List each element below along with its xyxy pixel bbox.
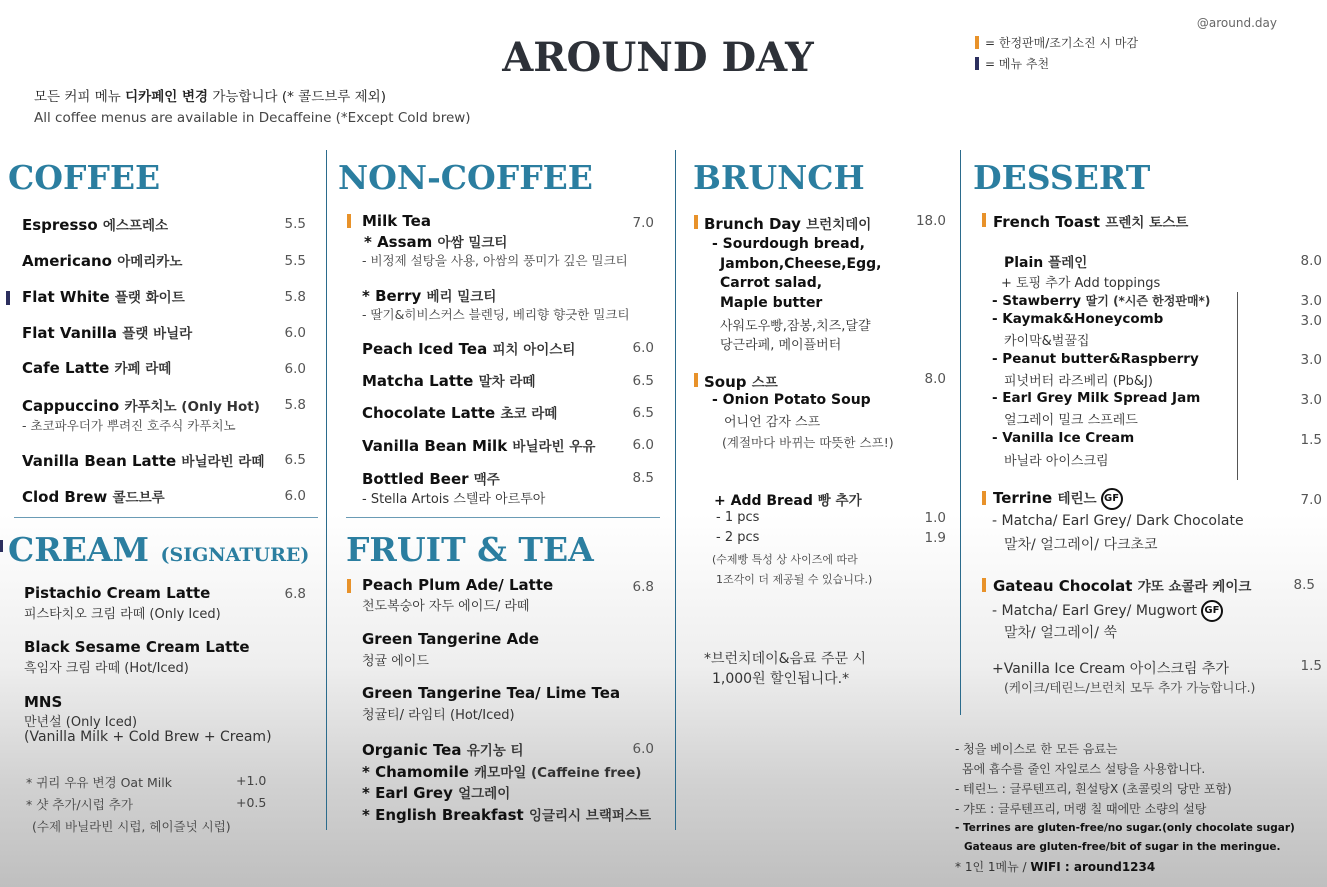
- price: 5.8: [284, 289, 306, 305]
- price: 5.8: [284, 397, 306, 413]
- section-divider: [14, 517, 318, 518]
- gluten-free-icon: GF: [1201, 600, 1223, 622]
- menu-item-organic-tea: Organic Tea 유기농 티: [362, 741, 524, 759]
- bread-note: 1조각이 더 제공될 수 있습니다.): [716, 573, 873, 586]
- item-korean-name: 청귤티/ 라임티 (Hot/Iced): [362, 708, 515, 723]
- menu-item-plain: Plain 플레인: [1004, 255, 1088, 271]
- price: 6.8: [284, 586, 306, 602]
- legend-recommended: = 메뉴 추천: [975, 55, 1049, 72]
- price: 5.5: [284, 253, 306, 269]
- item-korean-name: 천도복숭아 자두 에이드/ 라떼: [362, 599, 530, 614]
- limited-marker-icon: [982, 491, 986, 505]
- menu-item-bottled-beer: Bottled Beer 맥주: [362, 470, 500, 488]
- bread-option: - 1 pcs: [716, 510, 760, 525]
- brunch-korean-line: 당근라페, 메이플버터: [720, 338, 842, 353]
- gluten-free-icon: GF: [1101, 488, 1123, 510]
- extra-price: +0.5: [236, 795, 267, 810]
- price: 8.0: [924, 371, 946, 387]
- item-description: (Vanilla Milk + Cold Brew + Cream): [24, 729, 272, 745]
- section-title-dessert: DESSERT: [973, 158, 1151, 197]
- limited-marker-icon: [982, 213, 986, 227]
- section-title-non-coffee: NON-COFFEE: [338, 158, 593, 197]
- decaf-notice-ko: 모든 커피 메뉴 디카페인 변경 가능합니다 (* 콜드브루 제외): [34, 89, 386, 105]
- limited-marker-icon: [694, 373, 698, 387]
- topping-earl-grey-jam: - Earl Grey Milk Spread Jam: [992, 390, 1201, 406]
- section-title-cream: CREAM (SIGNATURE): [8, 530, 310, 569]
- menu-item-assam: * Assam 아쌈 밀크티: [364, 233, 508, 251]
- price: 1.0: [924, 510, 946, 526]
- recommended-marker-icon: [975, 57, 979, 70]
- legend-limited: = 한정판매/조기소진 시 마감: [975, 34, 1138, 51]
- menu-item-english-breakfast: * English Breakfast 잉글리시 브랙퍼스트: [362, 806, 652, 824]
- extra-shot-syrup: * 샷 추가/시럽 추가: [26, 797, 133, 812]
- item-description: - Matcha/ Earl Grey/ Mugwort GF: [992, 600, 1223, 622]
- section-title-fruit-tea: FRUIT & TEA: [346, 530, 594, 569]
- extra-note: (수제 바닐라빈 시럽, 헤이즐넛 시럽): [32, 819, 231, 834]
- menu-item-flat-white: Flat White 플랫 화이트: [22, 288, 185, 306]
- menu-item-cappuccino: Cappuccino 카푸치노 (Only Hot): [22, 397, 260, 415]
- footer-note: - 갸또 : 글루텐프리, 머랭 칠 때에만 소량의 설탕: [955, 802, 1207, 816]
- menu-item-gateau-chocolat: Gateau Chocolat 갸또 쇼콜라 케이크: [993, 577, 1252, 595]
- topping-korean-name: 바닐라 아이스크림: [1004, 454, 1109, 469]
- menu-item-mns: MNS: [24, 693, 63, 711]
- menu-item-soup: Soup 스프: [704, 373, 778, 391]
- soup-note: (계절마다 바뀌는 따뜻한 스프!): [722, 435, 894, 450]
- recommended-marker-icon: [0, 540, 3, 552]
- topping-korean-name: 얼그레이 밀크 스프레드: [1004, 413, 1138, 428]
- topping-strawberry: - Stawberry 딸기 (*시즌 한정판매*): [992, 293, 1211, 309]
- menu-item-peach-iced-tea: Peach Iced Tea 피치 아이스티: [362, 340, 576, 358]
- menu-item-french-toast: French Toast 프렌치 토스트: [993, 213, 1189, 231]
- item-description: (케이크/테린느/브런치 모두 추가 가능합니다.): [1004, 680, 1256, 695]
- menu-item-peach-plum-ade: Peach Plum Ade/ Latte: [362, 576, 554, 594]
- section-title-coffee: COFFEE: [8, 158, 161, 197]
- footer-note-en: Gateaus are gluten-free/bit of sugar in the meringue.: [964, 841, 1281, 853]
- brunch-line: Jambon,Cheese,Egg,: [720, 256, 882, 272]
- price: 7.0: [1300, 492, 1322, 508]
- item-description: - Stella Artois 스텔라 아르투아: [362, 492, 546, 507]
- menu-item-pistachio-cream-latte: Pistachio Cream Latte: [24, 584, 211, 602]
- extra-price: +1.0: [236, 773, 267, 788]
- limited-marker-icon: [982, 578, 986, 592]
- topping-korean-name: 카이막&벌꿀집: [1004, 334, 1090, 349]
- price: 6.8: [632, 579, 654, 595]
- menu-item-chocolate-latte: Chocolate Latte 초코 라떼: [362, 404, 558, 422]
- extra-oat-milk: * 귀리 우유 변경 Oat Milk: [26, 775, 172, 790]
- menu-item-green-tangerine-tea: Green Tangerine Tea/ Lime Tea: [362, 684, 621, 702]
- menu-item-terrine: Terrine 테린느 GF: [993, 487, 1123, 510]
- item-korean-name: 말차/ 얼그레이/ 쑥: [1004, 625, 1118, 641]
- column-divider: [960, 150, 961, 715]
- brunch-line: Maple butter: [720, 295, 823, 311]
- price: 3.0: [1300, 352, 1322, 368]
- price: 6.5: [284, 452, 306, 468]
- menu-item-espresso: Espresso 에스프레소: [22, 216, 169, 234]
- column-divider: [326, 150, 327, 830]
- menu-item-earl-grey: * Earl Grey 얼그레이: [362, 784, 511, 802]
- footer-note: - 테린느 : 글루텐프리, 흰설탕X (초콜릿의 당만 포함): [955, 782, 1232, 796]
- bread-option: - 2 pcs: [716, 530, 760, 545]
- menu-item-vanilla-bean-latte: Vanilla Bean Latte 바닐라빈 라떼: [22, 452, 265, 470]
- price: 7.0: [632, 215, 654, 231]
- limited-marker-icon: [975, 36, 979, 49]
- item-description: - 딸기&히비스커스 블렌딩, 베리향 향긋한 밀크티: [362, 307, 630, 322]
- item-korean-name: 피스타치오 크림 라떼 (Only Iced): [24, 607, 221, 622]
- item-description: - Matcha/ Earl Grey/ Dark Chocolate: [992, 513, 1244, 529]
- brunch-korean-line: 사워도우빵,잠봉,치즈,달걀: [720, 319, 871, 334]
- column-divider: [675, 150, 676, 830]
- decaf-notice-en: All coffee menus are available in Decaffeine (*Except Cold brew): [34, 110, 471, 126]
- price: 1.9: [924, 530, 946, 546]
- menu-item-brunch-day: Brunch Day 브런치데이: [704, 215, 872, 233]
- instagram-handle: @around.day: [1196, 16, 1277, 30]
- item-korean-name: 말차/ 얼그레이/ 다크초코: [1004, 537, 1158, 553]
- menu-item-milk-tea: Milk Tea: [362, 212, 431, 230]
- toppings-label: + 토핑 추가 Add toppings: [1001, 276, 1161, 291]
- item-korean-name: 청귤 에이드: [362, 654, 429, 669]
- limited-marker-icon: [694, 215, 698, 229]
- price: 6.0: [284, 361, 306, 377]
- topping-vanilla-ice-cream: - Vanilla Ice Cream: [992, 430, 1135, 446]
- topping-kaymak-honeycomb: - Kaymak&Honeycomb: [992, 311, 1164, 327]
- price: 1.5: [1300, 658, 1322, 674]
- bread-note: (수제빵 특성 상 사이즈에 따라: [712, 553, 858, 566]
- item-description: - 초코파우더가 뿌려진 호주식 카푸치노: [22, 418, 236, 433]
- menu-item-matcha-latte: Matcha Latte 말차 라떼: [362, 372, 536, 390]
- menu-item-chamomile: * Chamomile 캐모마일 (Caffeine free): [362, 763, 642, 781]
- price: 6.0: [632, 741, 654, 757]
- menu-item-berry: * Berry 베리 밀크티: [362, 287, 497, 305]
- price: 18.0: [915, 213, 946, 229]
- menu-item-americano: Americano 아메리카노: [22, 252, 183, 270]
- section-divider: [346, 517, 660, 518]
- price: 1.5: [1300, 432, 1322, 448]
- price: 3.0: [1300, 313, 1322, 329]
- price: 5.5: [284, 216, 306, 232]
- brunch-discount-note: *브런치데이&음료 주문 시: [704, 651, 867, 667]
- footer-wifi: * 1인 1메뉴 / WIFI : around1234: [955, 860, 1156, 874]
- section-title-brunch: BRUNCH: [693, 158, 865, 197]
- menu-item-add-bread: + Add Bread 빵 추가: [714, 493, 862, 509]
- price: 6.5: [632, 405, 654, 421]
- item-korean-name: 흑임자 크림 라떼 (Hot/Iced): [24, 661, 189, 676]
- item-korean-name: 만년설 (Only Iced): [24, 715, 138, 730]
- menu-item-cold-brew: Clod Brew 콜드브루: [22, 488, 165, 506]
- topping-peanut-raspberry: - Peanut butter&Raspberry: [992, 351, 1199, 367]
- menu-item-vanilla-bean-milk: Vanilla Bean Milk 바닐라빈 우유: [362, 437, 596, 455]
- item-description: - 비정제 설탕을 사용, 아쌈의 풍미가 깊은 밀크티: [362, 253, 628, 268]
- brunch-discount-note: 1,000원 할인됩니다.*: [712, 671, 850, 687]
- price: 6.0: [284, 488, 306, 504]
- brunch-line: - Sourdough bread,: [712, 236, 865, 252]
- topping-korean-name: 피넛버터 라즈베리 (Pb&J): [1004, 374, 1153, 389]
- menu-item-green-tangerine-ade: Green Tangerine Ade: [362, 630, 540, 648]
- menu-item-black-sesame-cream-latte: Black Sesame Cream Latte: [24, 638, 250, 656]
- price: 8.0: [1300, 253, 1322, 269]
- brand-title: AROUND DAY: [502, 34, 814, 81]
- price: 3.0: [1300, 392, 1322, 408]
- limited-marker-icon: [347, 579, 351, 593]
- price: 6.0: [632, 340, 654, 356]
- limited-marker-icon: [347, 214, 351, 228]
- price: 6.0: [284, 325, 306, 341]
- price: 6.0: [632, 437, 654, 453]
- footer-note: - 청을 베이스로 한 모든 음료는: [955, 742, 1118, 756]
- price: 6.5: [632, 373, 654, 389]
- toppings-bracket: [1237, 292, 1238, 480]
- soup-name: - Onion Potato Soup: [712, 392, 871, 408]
- menu-item-flat-vanilla: Flat Vanilla 플랫 바닐라: [22, 324, 193, 342]
- footer-note-en: - Terrines are gluten-free/no sugar.(only chocolate sugar): [955, 822, 1295, 834]
- menu-item-add-ice-cream: +Vanilla Ice Cream 아이스크림 추가: [992, 661, 1229, 677]
- price: 8.5: [632, 470, 654, 486]
- footer-note: 몸에 흡수를 줄인 자일로스 설탕을 사용합니다.: [962, 762, 1206, 776]
- price: 8.5: [1293, 577, 1315, 593]
- soup-korean-name: 어니언 감자 스프: [724, 415, 821, 430]
- recommended-marker-icon: [6, 291, 10, 305]
- menu-item-cafe-latte: Cafe Latte 카페 라떼: [22, 359, 172, 377]
- price: 3.0: [1300, 293, 1322, 309]
- brunch-line: Carrot salad,: [720, 275, 823, 291]
